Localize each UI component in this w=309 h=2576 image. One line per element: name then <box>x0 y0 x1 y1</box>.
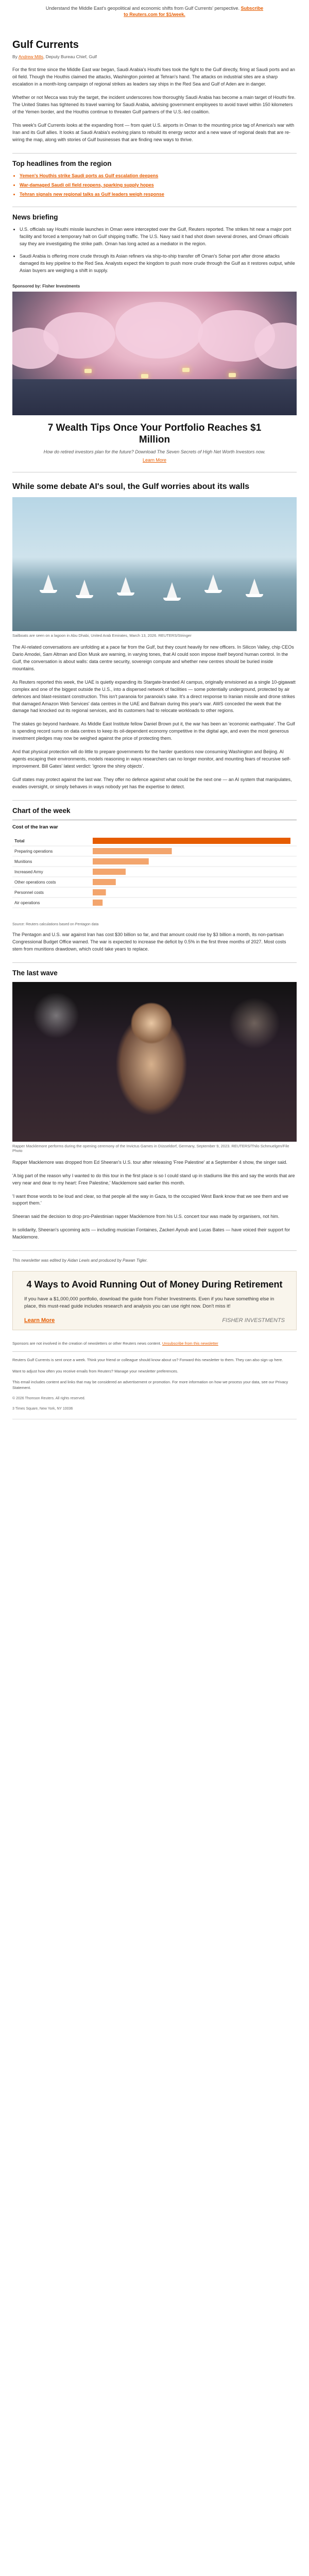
fisher-ad[interactable] <box>12 1271 297 1330</box>
category-label: Total <box>14 838 25 843</box>
ad2-headline[interactable]: 4 Ways to Avoid Running Out of Money During Retirement <box>26 1279 283 1290</box>
bar <box>93 900 102 906</box>
briefing-item: • U.S. officials say Houthi missile launches in Oman were intercepted over the Gulf, Reuters reported. The strikes hit near a major port facility and forced a temporary halt on Gulf shipping traffic. The U.S. Navy said it had shot down several drones, and Omani officials say they are investigating the strike path. Oman has long acted as a mediator in the region. <box>20 226 297 248</box>
legal-copyright: © 2026 Thomson Reuters. All rights reserved. <box>12 1397 85 1401</box>
category-label: Increased Army <box>14 869 43 874</box>
category-label: Other operations costs <box>14 879 56 885</box>
headline-link[interactable]: • War-damaged Saudi oil field reopens, sparking supply hopes <box>20 182 297 188</box>
story-paragraph: The stakes go beyond hardware. As Middle East Institute fellow Daniel Brown put it, the war has been an 'economic earthquake'. The Gulf is spending record sums on data centres to keep its oil-dependent economy competitive in the digital age, and even the most generous investment pledges may now be weighed against the price of protecting them. <box>12 721 295 741</box>
intro-paragraph: For the first time since the Middle East war began, Saudi Arabia's Houthi foes took the fight to the Gulf directly, firing at Saudi ports and an oil field. Though the Houthis claimed the attacks, Washington pointed at Tehran's hand. The attacks on industrial sites are a sharp escalation in a month-long campaign of regional strikes as leaders say ships in the Red Sea and Gulf of Aden are in danger. <box>12 67 295 87</box>
last-wave-title: The last wave <box>12 962 297 977</box>
ad-subtext: How do retired investors plan for the future? Download The Seven Secrets of High Net Worth Investors now. <box>43 449 266 455</box>
bar <box>93 889 106 895</box>
story-paragraph: The AI-related conversations are unfolding at a pace far from the Gulf, but they count heavily for new officers. In Silicon Valley, chip CEOs Dario Amodei, Sam Altman and Elon Musk are warning, in varying tones, that AI could soon impose itself beyond human control. In the Gulf, the conversation is about walls: data centre security, sovereign compute and whether new centres should be buried inside mountains. <box>12 644 294 671</box>
promo-banner <box>12 0 297 25</box>
ad-headline[interactable]: 7 Wealth Tips Once Your Portfolio Reaches $1 Million <box>47 422 262 445</box>
story-paragraph: And that physical protection will do little to prepare governments for the harder questions now consuming Washington and Beijing. AI agents escaping their environments, models reasoning in ways researchers can no longer monitor, and mounting fears of recursive self-improvement. Bill Gates' latest verdict: 'ignore the shiny objects'. <box>12 749 291 769</box>
ad-image[interactable] <box>12 292 297 415</box>
ad-learn-more-link[interactable]: Learn More <box>142 457 167 463</box>
last-wave-caption: Rapper Macklemore performs during the opening ceremony of the Invictus Games in Düsseldorf, Germany, September 9, 2023. REUTERS/Thilo Schmuelgen/File Photo <box>12 1143 289 1153</box>
last-wave-paragraph: 'I want those words to be loud and clear, so that people all the way in Gaza, to the occupied West Bank know that we see them and we support them.' <box>12 1193 288 1206</box>
intro-paragraph: Whether or not Mecca was truly the target, the incident underscores how thoroughly Saudi Arabia has become a main target of Houthi fire. The United States has tightened its travel warning for Saudi Arabia, advising government employees to avoid travel within 150 kilometers of the Yemen border, and the Houthis continue to threaten Gulf partners of the U.S.-led coalition. <box>12 95 296 114</box>
briefing-list <box>12 226 297 275</box>
category-label: Munitions <box>14 859 32 864</box>
intro-paragraph: This week's Gulf Currents looks at the expanding front — from quiet U.S. airports in Oman to the mounting price tag of America's war with Iran and its Gulf allies. It looks at Saudi Arabia's evolving plans to rebuild its energy sector and a new wave of regional deals that are re-wiring the map, along with stories of Gulf businesses that are finding new ways to thrive. <box>12 122 295 142</box>
story-paragraph: As Reuters reported this week, the UAE is quietly expanding its Stargate-branded AI campus, originally envisioned as a single 10-gigawatt complex and one of the biggest outside the U.S., into a dispersed network of facilities — some potentially underground, protected by air defences and blast-resistant construction. This isn't paranoia for paranoia's sake. It's a direct response to Iranian missile and drone strikes that damaged Amazon Web Services' data centres in the UAE and Bahrain during this year's war. AWS conceded the week that the damage had knocked out its regional services, and its customers had to relocate workloads to other regions. <box>12 679 296 714</box>
category-label: Air operations <box>14 900 40 905</box>
bar <box>93 858 149 865</box>
author-link[interactable]: Andrew Mills <box>18 54 44 60</box>
headline-list <box>12 173 297 197</box>
story-photo <box>12 497 297 631</box>
ad2-learn-more-link[interactable]: Learn More <box>24 1317 55 1324</box>
sponsor-disclaimer <box>12 1341 297 1346</box>
legal-address: 3 Times Square, New York, NY 10036 <box>12 1406 73 1411</box>
category-label: Preparing operations <box>14 849 53 854</box>
top-headlines-title: Top headlines from the region <box>12 153 297 167</box>
sponsor-label: Sponsored by: Fisher Investments <box>12 283 80 289</box>
briefing-item: • Saudi Arabia is offering more crude through its Asian refiners via ship-to-ship transfer off Oman's Sohar port after drone attacks damaged its key pipeline to the Red Sea. Analysts expect the kingdom to push more crude through the Gulf as it restores output, while Asian buyers are weighing a shift in supply. <box>20 253 297 275</box>
briefing-title: News briefing <box>12 207 297 221</box>
story-title: While some debate AI's soul, the Gulf worries about its walls <box>12 482 250 491</box>
chart-title: Cost of the Iran war <box>12 824 58 830</box>
byline <box>12 54 297 59</box>
bar <box>93 869 126 875</box>
last-wave-photo <box>12 982 297 1142</box>
author-role: , Deputy Bureau Chief, Gulf <box>43 54 97 60</box>
story-paragraph: Gulf states may protect against the last war. They offer no defence against what could be the next one — an AI system that manipulates, evades oversight, or simply behaves in ways nobody yet has the expertise to detect. <box>12 777 292 789</box>
promo-text: Understand the Middle East's geopolitical and economic shifts from Gulf Currents' perspective. <box>45 6 240 11</box>
sponsor-note: Sponsors are not involved in the creation of newsletters or other Reuters news content. <box>12 1341 161 1346</box>
last-wave-paragraph: Rapper Macklemore was dropped from Ed Sheeran's U.S. tour after releasing 'Free Palestine' at a September 4 show, the singer said. <box>12 1159 287 1165</box>
unsubscribe-link[interactable]: Unsubscribe from this newsletter <box>162 1341 218 1346</box>
newsletter-title: Gulf Currents <box>12 39 79 51</box>
bar-chart <box>12 833 297 921</box>
headline-link[interactable]: • Tehran signals new regional talks as Gulf leaders weigh response <box>20 191 297 197</box>
last-wave-paragraph: In solidarity, Sheeran's upcoming acts — including musician Fontaines, Zackeri Ayoub and Lucas Bates — have voiced their support for Macklemore. <box>12 1227 290 1240</box>
byline-prefix: By <box>12 54 18 60</box>
chart-source: Source: Reuters calculations based on Pentagon data <box>12 922 99 926</box>
bar <box>93 848 172 854</box>
category-label: Personnel costs <box>14 890 44 895</box>
bar <box>93 838 290 844</box>
footer-paragraph: Reuters Gulf Currents is sent once a week. Think your friend or colleague should know about us? Forward this newsletter to them. They can also sign up here. <box>12 1358 283 1363</box>
chart-paragraph: The Pentagon and U.S. war against Iran has cost $30 billion so far, and that amount could rise by $3 billion a month, its non-partisan Congressional Budget Office warned. The war is expected to increase the deficit by 0.5% in the first three months of 2027. Most costs stem from munitions drawdown, which could take years to replace. <box>12 931 286 952</box>
headline-link[interactable]: • Yemen's Houthis strike Saudi ports as Gulf escalation deepens <box>20 173 297 179</box>
footer-paragraph: This email includes content and links that may be considered an advertisement or promotion. For more information on how we process your data, see our Privacy Statement. <box>12 1379 288 1391</box>
chart-container <box>12 820 297 926</box>
last-wave-paragraph: 'A big part of the reason why I wanted to do this tour in the first place is so I could stand up in stadiums like this and say the words that are very near and dear to my heart: Free Palestine,' Macklemore said earlier this month. <box>12 1173 295 1185</box>
editor-note: This newsletter was edited by Aidan Lewis and produced by Pawan Tigler. <box>12 1258 148 1263</box>
photo-caption: Sailboats are seen on a lagoon in Abu Dhabi, United Arab Emirates, March 13, 2026. REUTERS/Stringer <box>12 633 192 638</box>
bar <box>93 879 116 885</box>
last-wave-paragraph: Sheeran said the decision to drop pro-Palestinian rapper Macklemore from his U.S. concert tour was made by organisers, not him. <box>12 1214 280 1219</box>
ad2-body: If you have a $1,000,000 portfolio, download the guide from Fisher Investments. Even if you have something else in place, this must-read guide includes research and analysis you can use right now. Don't miss it! <box>24 1296 274 1309</box>
footer-paragraph: Want to adjust how often you receive emails from Reuters? Manage your newsletter preferences. <box>12 1368 178 1374</box>
ad2-brand-logo: FISHER INVESTMENTS <box>222 1317 285 1324</box>
chart-section-title: Chart of the week <box>12 800 297 815</box>
subscribe-link[interactable]: Subscribe to Reuters.com for $1/week. <box>124 6 264 18</box>
